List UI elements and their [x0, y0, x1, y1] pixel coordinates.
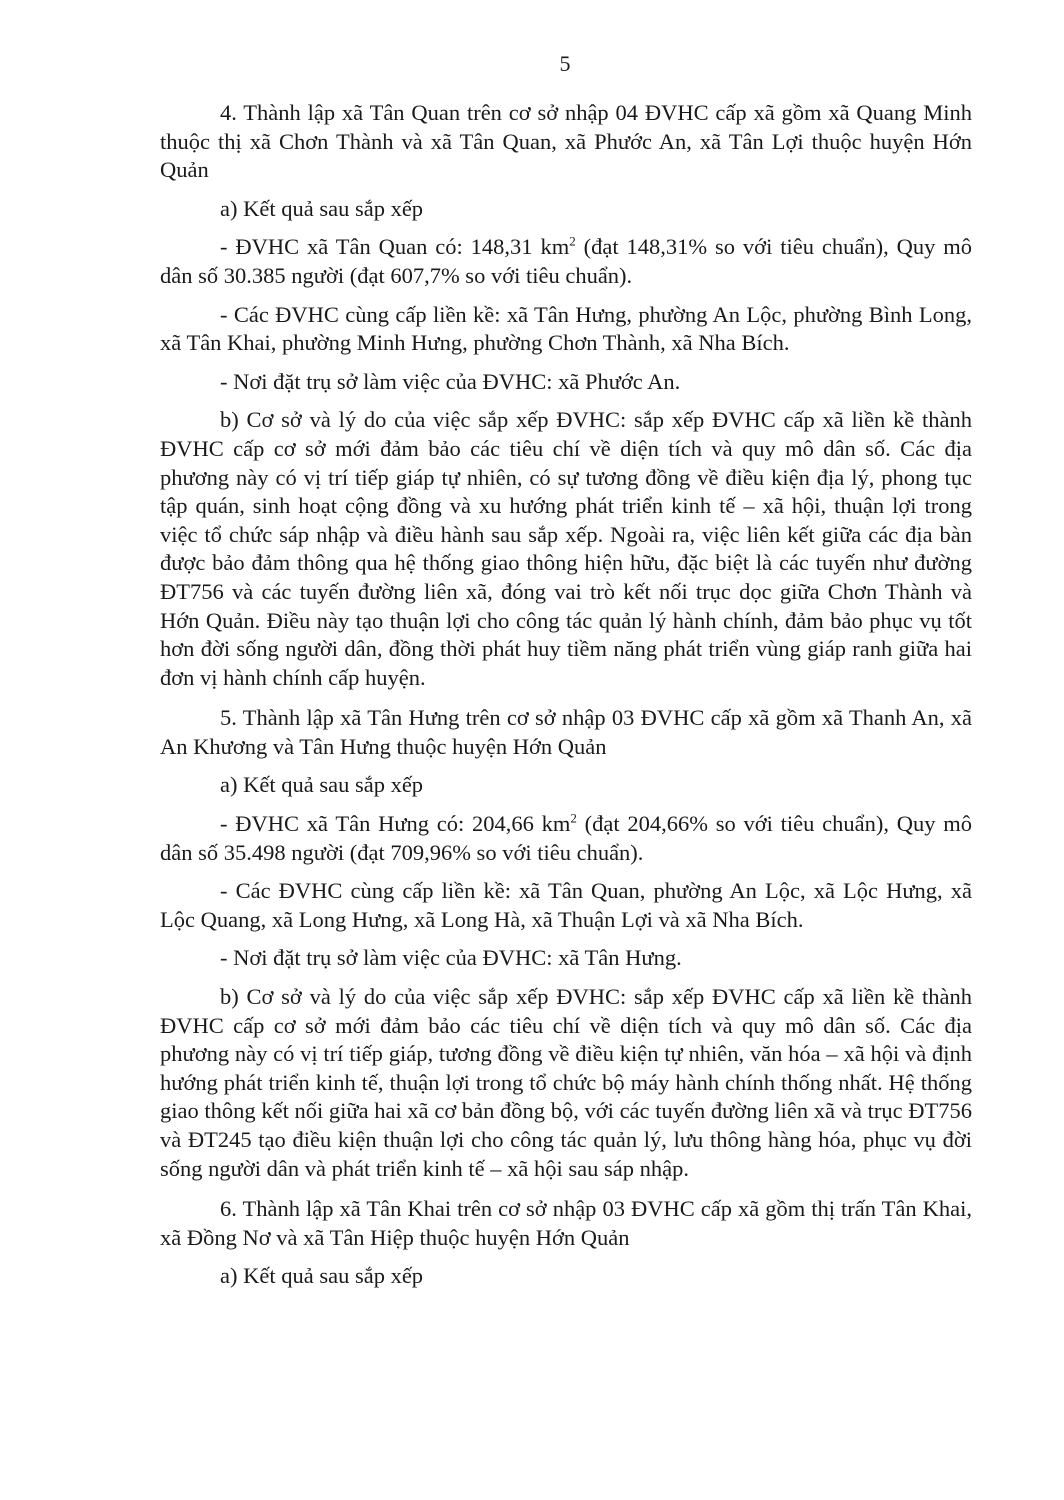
section-4-area-suffix: (đạt 148,31% so với tiêu chuẩn), Quy mô dân số 30.385 người (đạt 607,7% so với tiêu chuẩn). [160, 234, 973, 288]
section-5-basis: b) Cơ sở và lý do của việc sắp xếp ĐVHC: sắp xếp ĐVHC cấp xã liền kề thành ĐVHC cấp cơ sở mới đảm bảo các tiêu chí về diện tích và quy mô dân số. Các địa phương này có vị trí tiếp giáp, tương đồng về điều kiện tự nhiên, văn hóa – xã hội và định hướng phát triển kinh tế, thuận lợi trong tổ chức bộ máy hành chính thống nhất. Hệ thống giao thông kết nối giữa hai xã cơ bản đồng bộ, với các tuyến đường liên xã và trục ĐT756 và ĐT245 tạo điều kiện thuận lợi cho công tác quản lý, lưu thông hàng hóa, phục vụ đời sống người dân và phát triển kinh tế – xã hội sau sáp nhập. [160, 984, 972, 1181]
section-4-area-prefix: - ĐVHC xã Tân Quan có: 148,31 km [220, 234, 570, 260]
section-6-heading: 6. Thành lập xã Tân Khai trên cơ sở nhập 03 ĐVHC cấp xã gồm thị trấn Tân Khai, xã Đồng Nơ và xã Tân Hiệp thuộc huyện Hớn Quản [160, 1196, 972, 1250]
section-4-basis: b) Cơ sở và lý do của việc sắp xếp ĐVHC: sắp xếp ĐVHC cấp xã liền kề thành ĐVHC cấp cơ sở mới đảm bảo các tiêu chí về diện tích và quy mô dân số. Các địa phương này có vị trí tiếp giáp tự nhiên, có sự tương đồng về điều kiện địa lý, phong tục tập quán, sinh hoạt cộng đồng và xu hướng phát triển kinh tế – xã hội, thuận lợi trong việc tổ chức sáp nhập và điều hành sau sắp xếp. Ngoài ra, việc liên kết giữa các địa bàn được bảo đảm thông qua hệ thống giao thông hiện hữu, đặc biệt là các tuyến như đường ĐT756 và các tuyến đường liên xã, đóng vai trò kết nối trục dọc giữa Chơn Thành và Hớn Quản. Điều này tạo thuận lợi cho công tác quản lý hành chính, đảm bảo phục vụ tốt hơn đời sống người dân, đồng thời phát huy tiềm năng phát triển vùng giáp ranh giữa hai đơn vị hành chính cấp huyện. [160, 407, 972, 690]
section-4-result-label: a) Kết quả sau sắp xếp [220, 195, 424, 221]
document-body [160, 99, 972, 1301]
section-5-office: - Nơi đặt trụ sở làm việc của ĐVHC: xã Tân Hưng. [220, 945, 682, 971]
section-4-office: - Nơi đặt trụ sở làm việc của ĐVHC: xã Phước An. [220, 368, 681, 394]
section-5-result-label: a) Kết quả sau sắp xếp [220, 772, 424, 798]
page-number: 5 [559, 51, 571, 76]
section-4-area-sup: 2 [569, 233, 576, 249]
section-4-heading: 4. Thành lập xã Tân Quan trên cơ sở nhập 04 ĐVHC cấp xã gồm xã Quang Minh thuộc thị xã Chơn Thành và xã Tân Quan, xã Phước An, xã Tân Lợi thuộc huyện Hớn Quản [160, 100, 972, 183]
section-4-adjacent: - Các ĐVHC cùng cấp liền kề: xã Tân Hưng, phường An Lộc, phường Bình Long, xã Tân Khai, phường Minh Hưng, phường Chơn Thành, xã Nha Bích. [160, 301, 972, 356]
section-5-adjacent: - Các ĐVHC cùng cấp liền kề: xã Tân Quan, phường An Lộc, xã Lộc Hưng, xã Lộc Quang, xã Long Hưng, xã Long Hà, xã Thuận Lợi và xã Nha Bích. [160, 878, 972, 932]
section-5-heading: 5. Thành lập xã Tân Hưng trên cơ sở nhập 03 ĐVHC cấp xã gồm xã Thanh An, xã An Khương và Tân Hưng thuộc huyện Hớn Quản [160, 705, 972, 759]
section-5-area-suffix: (đạt 204,66% so với tiêu chuẩn), Quy mô dân số 35.498 người (đạt 709,96% so với tiêu chuẩn). [160, 811, 972, 865]
section-5-area-sup: 2 [570, 810, 577, 826]
section-4-area [160, 233, 972, 290]
section-5-area-prefix: - ĐVHC xã Tân Hưng có: 204,66 km [220, 811, 571, 837]
section-5-area [160, 810, 972, 867]
section-6-result-label: a) Kết quả sau sắp xếp [220, 1263, 424, 1289]
